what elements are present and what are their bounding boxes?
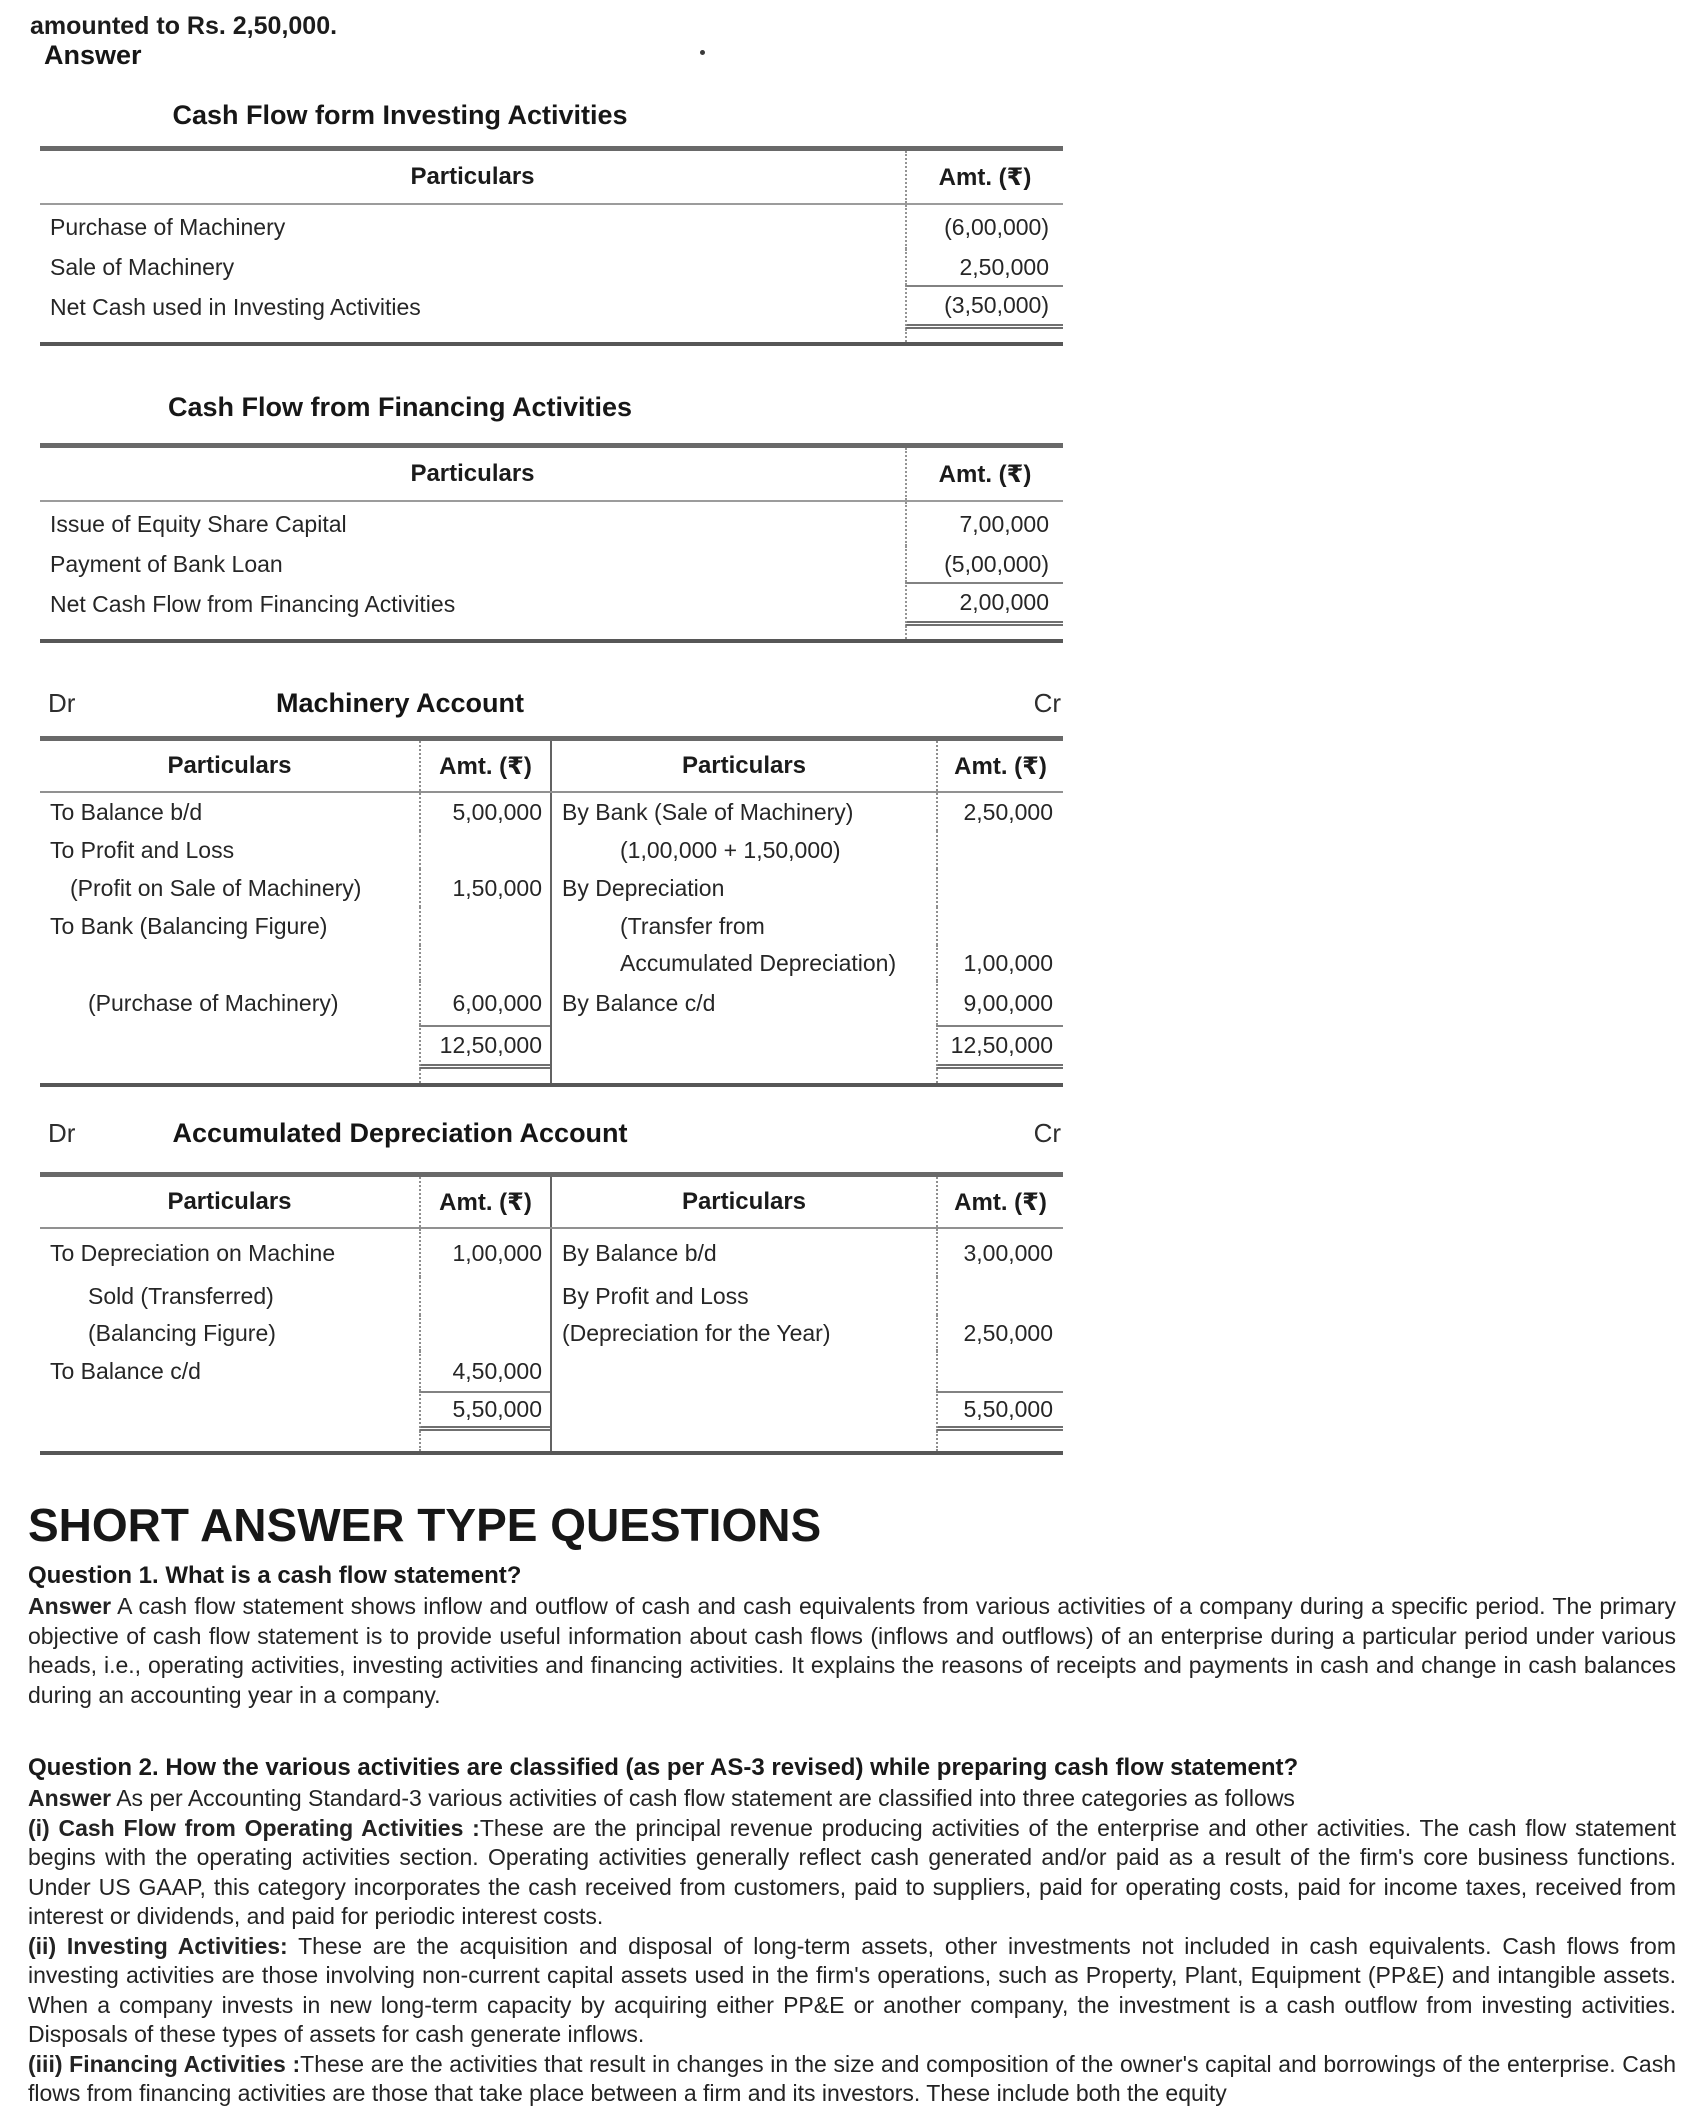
table-row: [40, 546, 1063, 582]
section-heading: SHORT ANSWER TYPE QUESTIONS: [28, 1499, 822, 1551]
credit-amount-cell: 1,00,000: [936, 945, 1063, 981]
dr-label: Dr: [48, 688, 76, 718]
credit-amount-cell: [936, 1351, 1063, 1391]
ledger-total-row: [40, 1025, 1063, 1069]
accumulated-depreciation-title: Accumulated Depreciation Account: [172, 1118, 628, 1148]
debit-amount-cell: [419, 907, 550, 945]
financing-activities-table: [40, 443, 1063, 643]
amount-cell: (5,00,000): [905, 546, 1063, 582]
column-header-amount: Amt. (₹): [905, 448, 1063, 500]
financing-table-title: Cash Flow from Financing Activities: [167, 392, 633, 422]
credit-amount-cell: [936, 831, 1063, 869]
credit-particulars-cell: By Depreciation: [550, 869, 936, 907]
credit-amount-cell: [936, 1277, 1063, 1315]
column-header-amount: Amt. (₹): [419, 741, 550, 791]
column-header-amount: Amt. (₹): [936, 741, 1063, 791]
dr-label: Dr: [48, 1118, 76, 1148]
debit-amount-cell: 6,00,000: [419, 981, 550, 1025]
credit-particulars-cell: [550, 1391, 936, 1431]
table-spacer-row: [40, 626, 1063, 639]
answer-label: Answer: [28, 1785, 112, 1811]
credit-amount-cell: 3,00,000: [936, 1229, 1063, 1277]
amount-cell: 2,50,000: [905, 249, 1063, 285]
debit-particulars-cell: To Balance b/d: [50, 798, 203, 825]
table-row: [40, 205, 1063, 249]
question-1-answer: [28, 1592, 1676, 1710]
ledger-row: [40, 1277, 1063, 1315]
debit-particulars-cell: (Balancing Figure): [88, 1319, 276, 1346]
amount-cell: (3,50,000): [905, 285, 1063, 329]
question-1-block: [28, 1560, 1676, 1710]
debit-amount-cell: [419, 1315, 550, 1351]
machinery-account-table: [40, 736, 1063, 1087]
credit-particulars-cell: By Balance b/d: [550, 1229, 936, 1277]
credit-particulars-cell: (1,00,000 + 1,50,000): [550, 831, 936, 869]
table-spacer-row: [40, 329, 1063, 342]
ledger-row: [40, 981, 1063, 1025]
debit-amount-cell: [419, 945, 550, 981]
answer-label: Answer: [28, 1593, 112, 1619]
investing-activities-table: [40, 146, 1063, 346]
column-header-particulars: Particulars: [167, 1188, 292, 1215]
table-spacer-row: [40, 1431, 1063, 1451]
particulars-cell: Net Cash used in Investing Activities: [50, 293, 421, 320]
intro-line: amounted to Rs. 2,50,000.: [30, 12, 338, 40]
table-total-row: [40, 582, 1063, 626]
debit-particulars-cell: [40, 1025, 419, 1069]
answer-item-financing: [28, 2050, 1676, 2106]
credit-particulars-cell: [550, 1025, 936, 1069]
answer-intro-text: As per Accounting Standard-3 various activities of cash flow statement are classified into three categories as follows: [116, 1785, 1295, 1811]
item-label: (i) Cash Flow from Operating Activities :: [28, 1814, 480, 1841]
accumulated-depreciation-caption: [40, 1118, 1063, 1158]
ledger-row: [40, 1351, 1063, 1391]
cr-label: Cr: [1033, 1118, 1061, 1148]
credit-amount-cell: [936, 907, 1063, 945]
debit-amount-cell: 1,50,000: [419, 869, 550, 907]
table-header-row: [40, 151, 1063, 205]
debit-total-cell: 5,50,000: [419, 1391, 550, 1431]
debit-particulars-cell: (Profit on Sale of Machinery): [70, 874, 362, 901]
credit-amount-cell: 9,00,000: [936, 981, 1063, 1025]
answer-item-investing: [28, 1932, 1676, 2050]
credit-particulars-cell: (Transfer from: [550, 907, 936, 945]
credit-amount-cell: [936, 869, 1063, 907]
machinery-account-title: Machinery Account: [275, 688, 525, 718]
debit-amount-cell: 1,00,000: [419, 1229, 550, 1277]
credit-amount-cell: 2,50,000: [936, 793, 1063, 831]
item-text: These are the acquisition and disposal of long-term assets, other investments not included in cash equivalents. Cash flows from investing activities are those involving non-current capital assets used in the firm's operations, such as Property, Plant, Equipment (PP&E) and intangible assets. When a company invests in new long-term capacity by acquiring either PP&E or another company, the investment is a cash outflow from investing activities. Disposals of these types of assets for cash generate inflows.: [28, 1932, 1676, 2047]
answer-text: A cash flow statement shows inflow and outflow of cash and cash equivalents from various activities of a company during a specific period. The primary objective of cash flow statement is to provide useful information about cash flows (inflows and outflows) of an enterprise during a particular period under various heads, i.e., operating activities, investing activities and financing activities. It explains the reasons of receipts and payments in cash and change in cash balances during an accounting year in a company.: [28, 1593, 1676, 1708]
debit-amount-cell: [419, 831, 550, 869]
table-spacer-row: [40, 1069, 1063, 1083]
debit-particulars-cell: Sold (Transferred): [88, 1282, 274, 1309]
question-2-answer-intro: [28, 1784, 1676, 1814]
item-label: (iii) Financing Activities :: [28, 2050, 301, 2077]
credit-particulars-cell: By Balance c/d: [550, 981, 936, 1025]
particulars-cell: Net Cash Flow from Financing Activities: [50, 590, 456, 617]
debit-amount-cell: [419, 1277, 550, 1315]
debit-particulars-cell: (Purchase of Machinery): [88, 989, 339, 1016]
credit-particulars-cell: By Profit and Loss: [550, 1277, 936, 1315]
table-header-row: [40, 448, 1063, 502]
item-text: These are the activities that result in changes in the size and composition of the owner's capital and borrowings of the enterprise. Cash flows from financing activities are those that take place between a firm and its investors. These include both the equity: [28, 2050, 1676, 2106]
table-total-row: [40, 285, 1063, 329]
investing-table-title: Cash Flow form Investing Activities: [172, 100, 628, 130]
ledger-row: [40, 793, 1063, 831]
particulars-cell: Sale of Machinery: [50, 253, 235, 280]
table-row: [40, 502, 1063, 546]
ledger-row: [40, 1229, 1063, 1277]
question-2-block: [28, 1752, 1676, 2106]
amount-cell: (6,00,000): [905, 205, 1063, 249]
credit-total-cell: 5,50,000: [936, 1391, 1063, 1431]
ledger-row: [40, 907, 1063, 945]
column-header-amount: Amt. (₹): [419, 1177, 550, 1227]
credit-amount-cell: 2,50,000: [936, 1315, 1063, 1351]
debit-amount-cell: 4,50,000: [419, 1351, 550, 1391]
column-header-amount: Amt. (₹): [936, 1177, 1063, 1227]
debit-particulars-cell: To Depreciation on Machine: [50, 1239, 336, 1266]
debit-total-cell: 12,50,000: [419, 1025, 550, 1069]
particulars-cell: Purchase of Machinery: [50, 213, 286, 240]
particulars-cell: Payment of Bank Loan: [50, 550, 283, 577]
answer-label: Answer: [44, 40, 142, 70]
debit-particulars-cell: To Bank (Balancing Figure): [50, 912, 328, 939]
column-header-particulars: Particulars: [410, 460, 535, 487]
machinery-account-caption: [40, 688, 1063, 728]
item-label: (ii) Investing Activities:: [28, 1932, 288, 1959]
question-2-title: Question 2. How the various activities are classified (as per AS-3 revised) while preparing cash flow statement?: [28, 1754, 1299, 1781]
credit-total-cell: 12,50,000: [936, 1025, 1063, 1069]
question-1-title: Question 1. What is a cash flow statement?: [28, 1562, 522, 1589]
ledger-row: [40, 1315, 1063, 1351]
ledger-row: [40, 831, 1063, 869]
debit-amount-cell: 5,00,000: [419, 793, 550, 831]
column-header-particulars: Particulars: [550, 741, 936, 791]
table-header-row: [40, 1177, 1063, 1229]
ledger-total-row: [40, 1391, 1063, 1431]
cr-label: Cr: [1033, 688, 1061, 718]
table-header-row: [40, 741, 1063, 793]
column-header-particulars: Particulars: [550, 1177, 936, 1227]
accumulated-depreciation-table: [40, 1172, 1063, 1455]
amount-cell: 7,00,000: [905, 502, 1063, 546]
debit-particulars-cell: To Balance c/d: [50, 1357, 201, 1384]
item-text: These are the principal revenue producing activities of the enterprise and other activities. The cash flow statement begins with the operating activities section. Operating activities generally reflect cash generated and/or paid as a result of the firm's core business functions. Under US GAAP, this category incorporates the cash received from customers, paid to suppliers, paid for operating costs, paid for income taxes, received from interest or dividends, and paid for periodic interest costs.: [28, 1814, 1677, 1929]
column-header-amount: Amt. (₹): [905, 151, 1063, 203]
credit-particulars-cell: [550, 1351, 936, 1391]
ledger-row: [40, 869, 1063, 907]
debit-particulars-cell: [40, 1391, 419, 1431]
credit-particulars-cell: By Bank (Sale of Machinery): [550, 793, 936, 831]
ledger-row: [40, 945, 1063, 981]
particulars-cell: Issue of Equity Share Capital: [50, 510, 347, 537]
answer-item-operating: [28, 1814, 1676, 1932]
column-header-particulars: Particulars: [410, 163, 535, 190]
table-row: [40, 249, 1063, 285]
amount-cell: 2,00,000: [905, 582, 1063, 626]
credit-particulars-cell: Accumulated Depreciation): [550, 945, 936, 981]
scan-speck: [700, 50, 705, 55]
credit-particulars-cell: (Depreciation for the Year): [550, 1315, 936, 1351]
column-header-particulars: Particulars: [167, 752, 292, 779]
debit-particulars-cell: To Profit and Loss: [50, 836, 235, 863]
debit-particulars-cell: [40, 945, 419, 981]
